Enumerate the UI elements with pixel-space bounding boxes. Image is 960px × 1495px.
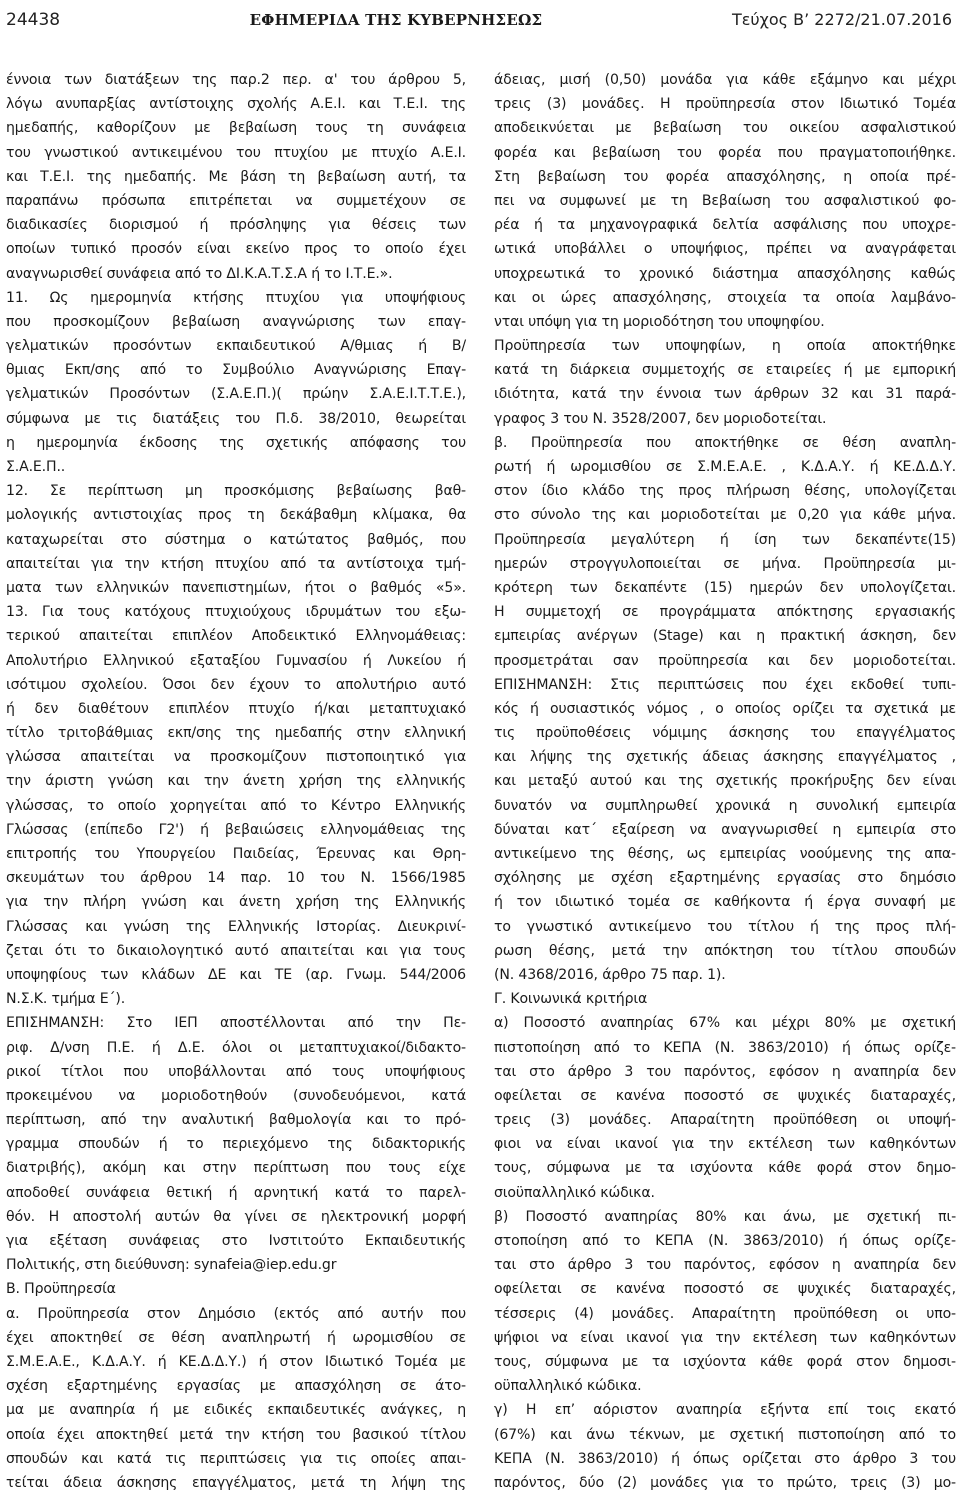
text-line: και Τ.Ε.Ι. της ημεδαπής. Με βάση τη βεβαίωση αυτή, τα [6,168,466,185]
text-line: ή τον ιδιωτικό τομέα σε καθήκοντα ή έργα συναφή με [494,894,956,911]
text-line: σιοϋπαλληλικό κώδικα. [494,1184,655,1201]
text-line: αναγνωρισθεί συνάφεια από το ΔΙ.Κ.Α.Τ.Σ.Α ή το Ι.Τ.Ε.». [6,265,393,282]
text-line: Β. Προϋπηρεσία [6,1281,116,1298]
text-line: διατριβής), ακόμη και στην περίπτωση που τους είχε [6,1160,466,1177]
text-line: γελματικών Προσόντων (Σ.Α.Ε.Π.)( πρώην Σ.Α.Ε.Ι.Τ.Τ.Ε.), [6,386,466,403]
text-line: τους, σύμφωνα με τα ισχύοντα κάθε φορά στον δημοσι- [494,1353,956,1370]
text-line: στον ίδιο κλάδο της προς πλήρωση θέσης, υπολογίζεται [494,483,956,500]
text-line: ιδιότητα, κατά την έννοια των άρθρων 32 και 31 παρά- [494,386,956,403]
text-line: ρωτή ή ωρομισθίου σε Σ.Μ.Ε.Α.Ε. , Κ.Δ.Α.Υ. ή ΚΕ.Δ.Δ.Υ. [494,459,956,475]
text-line: Σ.Α.Ε.Π.. [6,459,66,475]
text-line: και οι ώρες απασχόλησης, στοιχεία τα οποία λαμβάνο- [494,289,956,306]
page-header [6,4,952,34]
text-line: ται στο άρθρο 3 του παρόντος, εφόσον η αναπηρία δεν [494,1063,956,1080]
text-line: γλώσσας, το οποίο χορηγείται από το Κέντρο Ελληνικής [6,797,466,814]
text-line: οφείλεται σε κανένα ποσοστό σε ψυχικές διαταραχές, [494,1281,956,1298]
text-line: τερικού απαιτείται επιπλέον Αποδεικτικό Ελληνομάθειας: [6,628,466,645]
text-line: ωτικά υποβάλλει ο υποψήφιος, πρέπει να αναγράφεται [494,241,956,258]
text-line: ΕΠΙΣΗΜΑΝΣΗ: Στις περιπτώσεις που έχει εκδοθεί τυπι- [494,676,956,693]
text-line: άδειας, μισή (0,50) μονάδα για κάθε εξάμηνο και μέχρι [494,72,956,88]
text-line: το γνωστικό αντικείμενο του τίτλου ή της προς πλή- [494,918,956,935]
text-line: ζεται ότι το δικαιολογητικό αυτό απαιτείται και για τους [6,942,466,959]
text-line: ισότιμου σχολείου. Όσοι δεν έχουν το απολυτήριο αυτό [6,676,466,693]
text-line: ρωση θέσης, μετά την απόκτηση του τίτλου σπουδών [494,942,956,959]
text-line: 12. Σε περίπτωση μη προσκόμισης βεβαίωσης βαθ- [6,483,466,500]
right-column [494,68,956,1495]
text-line: εμπειρίας ανέργων (Stage) και η πρακτική άσκηση, δεν [494,628,956,645]
text-line: υποψηφίους των κλάδων ΔΕ και ΤΕ (αρ. Γνωμ. 544/2006 [6,966,466,983]
text-line: οϋπαλληλικό κώδικα. [494,1378,642,1395]
text-line: τους, σύμφωνα με τα ισχύοντα κάθε φορά στον δημο- [494,1160,956,1177]
text-line: ται στο άρθρο 3 του παρόντος, εφόσον η αναπηρία δεν [494,1257,956,1274]
text-line: μα με αναπηρία ή με ειδικές εκπαιδευτικές ανάγκες, η [6,1402,466,1419]
text-line: η ημερομηνία έκδοσης της σχετικής απόφασης του [6,434,466,451]
text-line: κός ή ουσιαστικός νόμος , ο οποίος ορίζει τα σχετικά με [494,700,956,717]
text-line: Γλώσσας (επίπεδο Γ2') ή βεβαιώσεις ελληνομάθειας της [6,821,466,838]
text-line: σύμφωνα με τις διατάξεις του Π.δ. 38/2010, θεωρείται [6,410,466,427]
text-line: γλώσσα απαιτείται να προσκομίζουν πιστοποιητικό για [6,749,466,766]
text-line: πιστοποίηση από το ΚΕΠΑ (Ν. 3863/2010) ή όπως ορίζε- [494,1039,956,1056]
text-line: γελματικών προσόντων εκπαιδευτικού Α/θμιας ή Β/ [6,338,466,355]
text-line: επιτροπής του Υπουργείου Παιδείας, Έρευνας και Θρη- [6,846,466,862]
text-line: Στη βεβαίωση του φορέα απασχόλησης, η οποία πρέ- [494,168,956,185]
text-line: προκειμένου να μοριοδοτηθούν (συνοδευόμενοι, κατά [6,1087,466,1104]
text-line: δυνατόν να συμπληρωθεί χρονικά η συνολική εμπειρία [494,797,956,814]
text-line: για την πλήρη γνώση και άνετη χρήση της Ελληνικής [6,894,466,911]
text-line: νται υπόψη για τη μοριοδότηση του υποψηφίου. [494,313,825,330]
text-line: σπουδών και κατά τις περιπτώσεις για τις οποίες απαι- [6,1450,466,1467]
text-line: ματα των ελληνικών πανεπιστημίων, ήτοι ο βαθμός «5». [6,579,466,596]
text-line: ρέα ή τα μηχανογραφικά δελτία ασφάλισης που υποχρε- [494,217,956,234]
text-line: έννοια των διατάξεων της παρ.2 περ. α' του άρθρου 5, [6,72,466,88]
text-line: οφείλεται σε κανένα ποσοστό σε ψυχικές διαταραχές, [494,1087,956,1104]
text-line: ψήφιοι να είναι ικανοί για την εκτέλεση των καθηκόντων [494,1329,956,1346]
issue-info: Τεύχος Β’ 2272/21.07.2016 [731,10,952,29]
text-line: θμιας Εκπ/σης από το Συμβούλιο Αναγνώρισης Επαγ- [6,362,466,379]
text-line: (Ν. 4368/2016, άρθρο 75 παρ. 1). [494,966,726,983]
text-line: ή δεν διαθέτουν επιπλέον πτυχίο ή/και μεταπτυχιακό [6,700,466,717]
text-line: ΚΕΠΑ (Ν. 3863/2010) ή όπως ορίζεται στο άρθρο 3 του [494,1450,956,1467]
text-line: που προσκομίζουν βεβαίωση αναγνώρισης των επαγ- [6,313,466,330]
text-line: καταχωρείται στο σύστημα ο κατώτατος βαθμός, που [6,531,466,548]
text-line: τρεις (3) μονάδες. Απαραίτητη προϋπόθεση οι υποψή- [494,1112,956,1129]
text-line: Προϋπηρεσία μεγαλύτερη ή ίση των δεκαπέντε(15) [494,531,956,548]
text-line: πει να συμφωνεί με τη Βεβαίωση του ασφαλιστικού φο- [494,192,956,209]
text-line: για εξέταση συνάφειας στο Ινστιτούτο Εκπαιδευτικής [6,1233,466,1249]
text-line: κατά τη διάρκεια συμμετοχής σε εταιρείες ή με εμπορική [494,362,956,379]
text-line: Γ. Κοινωνικά κριτήρια [494,991,648,1008]
text-line: β. Προϋπηρεσία που αποκτήθηκε σε θέση αναπλη- [494,434,956,451]
text-line: α. Προϋπηρεσία στον Δημόσιο (εκτός από αυτήν που [6,1305,466,1322]
text-line: Προϋπηρεσία των υποψηφίων, η οποία αποκτήθηκε [494,338,956,355]
text-line: τίτλο τριτοβάθμιας εκπ/σης της ημεδαπής στην ελληνική [6,725,466,742]
text-line: την άριστη γνώση και την άνετη χρήση της ελληνικής [6,773,466,790]
text-line: ρικοί τίτλοι που υποβάλλονται από τους υποψήφιους [6,1063,466,1080]
text-line: φορέα και βεβαίωση του φορέα που πραγματοποιήθηκε. [494,144,956,161]
text-line: τις προϋποθέσεις νόμιμης άσκησης του επαγγέλματος [494,725,956,742]
text-line: και μεταξύ αυτού και της σχετικής προκήρυξης δεν είναι [494,773,956,790]
text-line: γραφος 3 του Ν. 3528/2007, δεν μοριοδοτείται. [494,410,827,427]
text-line: ΕΠΙΣΗΜΑΝΣΗ: Στο ΙΕΠ αποστέλλονται από την Πε- [6,1015,466,1032]
page-number: 24438 [6,10,61,30]
text-line: έχει αποκτηθεί σε θέση αναπληρωτή ή ωρομισθίου σε [6,1329,466,1346]
text-line: Πολιτικής, στη διεύθυνση: synafeia@iep.edu.gr [6,1257,337,1274]
text-line: τέσσερις (4) μονάδες. Απαραίτητη προϋπόθεση οι υπο- [494,1305,956,1322]
text-line: οποίων τυπικό προσόν είναι εκείνο προς το οποίο έχει [6,241,466,258]
text-line: α) Ποσοστό αναπηρίας 67% και μέχρι 80% με σχετική [494,1015,956,1032]
text-line: 13. Για τους κατόχους πτυχιούχους ιδρυμάτων του εξω- [6,604,466,621]
text-line: διαδικασίες διορισμού ή πρόσληψης για θέσεις των [6,217,466,234]
text-line: Γλώσσας και γνώση της Ελληνικής Ιστορίας. Διευκρινί- [6,918,466,935]
text-line: αντικείμενο της θέσης, ως εμπειρίας νοούμενης της απα- [494,846,956,862]
text-line: παραπάνω πρόσωπα επιτρέπεται να συμμετέχουν σε [6,192,466,209]
text-line: μολογικής αντιστοιχίας προς τη δεκάβαθμη κλίμακα, θα [6,507,466,524]
text-line: αποδεικνύεται με βεβαίωση του οικείου ασφαλιστικού [494,120,956,137]
text-line: Απολυτήριο Ελληνικού εξαταξίου Γυμνασίου ή Λυκείου ή [6,652,466,669]
text-line: αποδοθεί συνάφεια θετική ή αρνητική κατά το παρελ- [6,1184,466,1201]
text-line: σχόλησης με σχέση εξαρτημένης εργασίας στο δημόσιο [494,870,956,887]
text-line: β) Ποσοστό αναπηρίας 80% και άνω, με σχετική πι- [494,1208,956,1225]
text-line: ριφ. Δ/νση Π.Ε. ή Δ.Ε. όλοι οι μεταπτυχιακοί/διδακτο- [6,1039,466,1056]
text-line: στο σύνολο της και μοριοδοτείται με 0,20 για κάθε μήνα. [494,507,956,524]
text-line: ημερών στρογγυλοποιείται σε μήνα. Προϋπηρεσία μι- [494,555,956,572]
text-line: θόν. Η αποστολή αυτών θα γίνει σε ηλεκτρονική μορφή [6,1208,466,1225]
text-line: περίπτωση, από την αναλυτική βαθμολογία και το πρό- [6,1112,466,1129]
text-line: στοποίηση από το ΚΕΠΑ (Ν. 3863/2010) ή όπως ορίζε- [494,1233,956,1249]
left-column [6,68,466,1495]
text-line: οποία έχει αποκτηθεί μετά την κτήση του βασικού τίτλου [6,1426,466,1443]
text-line: φιοι να είναι ικανοί για την εκτέλεση των καθηκόντων [494,1136,956,1153]
text-line: (67%) και άνω τέκνων, με σχετική πιστοποίηση από το [494,1426,956,1443]
text-line: σκευμάτων του άρθρου 14 παρ. 10 του Ν. 1566/1985 [6,870,466,887]
journal-title: ΕΦΗΜΕΡΙΔΑ ΤΗΣ ΚΥΒΕΡΝΗΣΕΩΣ [249,11,543,29]
text-line: γραμμα σπουδών ή το περιεχόμενο της διδακτορικής [6,1136,466,1153]
text-line: του γνωστικού αντικειμένου του πτυχίου με πτυχίο Α.Ε.Ι. [6,144,466,161]
text-line: γ) Η επ’ αόριστον αναπηρία εξήντα επί τοις εκατό [494,1402,956,1419]
text-line: κρότερη των δεκαπέντε (15) ημερών δεν υπολογίζεται. [494,579,956,596]
text-line: 11. Ως ημερομηνία κτήσης πτυχίου για υποψήφιους [6,289,466,306]
text-line: λόγω ανυπαρξίας αντίστοιχης σχολής Α.Ε.Ι. και Τ.Ε.Ι. της [6,96,466,113]
text-line: τείται άδεια άσκησης επαγγέλματος, μετά τη λήψη της [6,1474,466,1491]
text-line: και λήψης της σχετικής άδειας άσκησης επαγγέλματος , [494,749,956,766]
text-line: ημεδαπής, καθορίζουν με βεβαίωση τους τη συνάφεια [6,120,466,137]
text-line: υποχρεωτικά το χρονικό διάστημα απασχόλησης καθώς [494,265,956,282]
text-line: δύναται κατ΄ εξαίρεση να αναγνωρισθεί η εμπειρία στο [494,821,956,838]
text-line: Ν.Σ.Κ. τμήμα Ε΄). [6,991,126,1008]
text-line: απαιτείται για την κτήση πτυχίου από τα αντίστοιχα τμή- [6,555,466,572]
text-line: παρόντος, δύο (2) μονάδες για το πρώτο, τρεις (3) μο- [494,1474,956,1491]
text-line: προσμετράται σαν προϋπηρεσία και δεν μοριοδοτείται. [494,652,956,669]
text-line: τρεις (3) μονάδες. Η προϋπηρεσία στον Ιδιωτικό Τομέα [494,96,956,113]
text-line: Η συμμετοχή σε προγράμματα απόκτησης εργασιακής [494,604,956,621]
text-line: Σ.Μ.Ε.Α.Ε., Κ.Δ.Α.Υ. ή ΚΕ.Δ.Δ.Υ.) ή στον Ιδιωτικό Τομέα με [6,1353,466,1370]
text-line: σχέση εξαρτημένης εργασίας με απασχόληση σε άτο- [6,1378,466,1395]
